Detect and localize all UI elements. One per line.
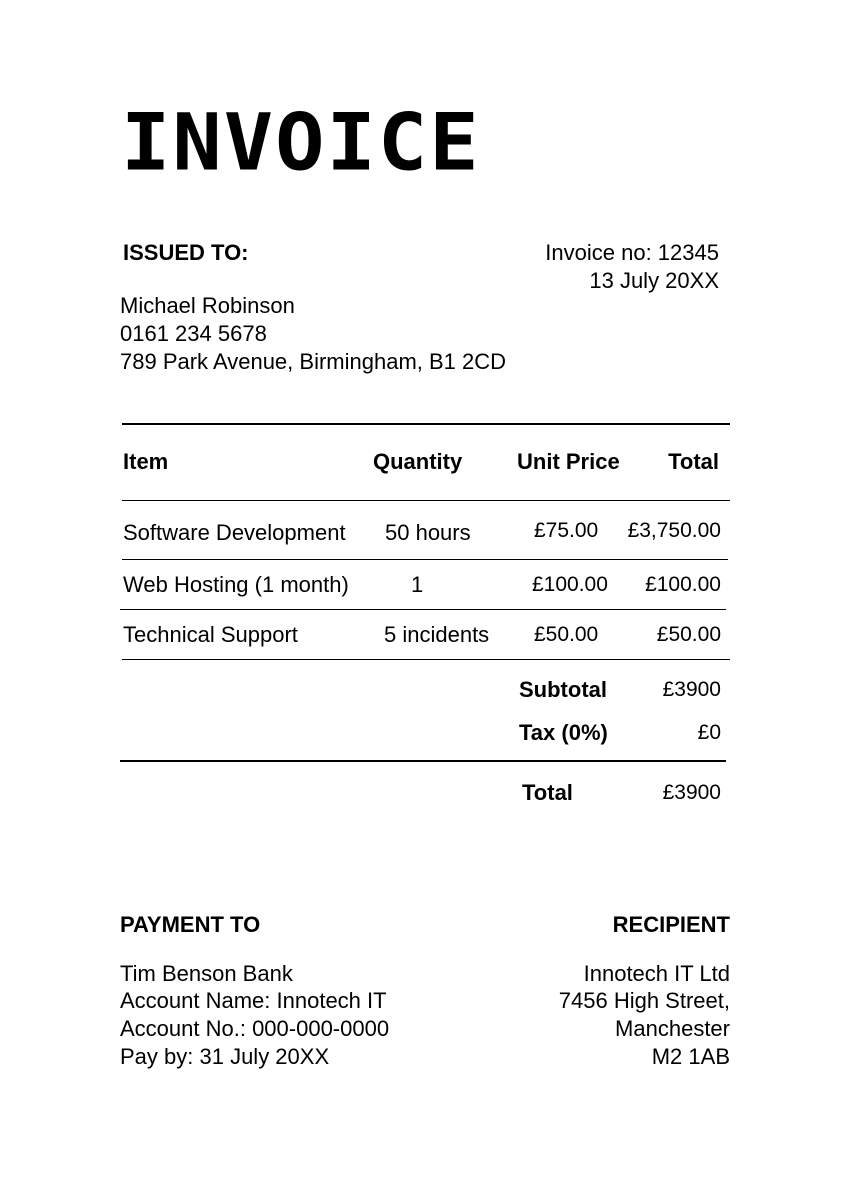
tax-label: Tax (0%) xyxy=(519,720,608,745)
client-phone: 0161 234 5678 xyxy=(120,321,267,346)
account-name: Account Name: Innotech IT xyxy=(120,988,387,1013)
recipient-street: 7456 High Street, xyxy=(558,988,730,1013)
row-divider xyxy=(122,559,728,560)
row-item: Technical Support xyxy=(123,622,298,647)
totals-rule xyxy=(120,760,726,762)
header-quantity: Quantity xyxy=(373,449,463,474)
total-label: Total xyxy=(522,780,573,805)
recipient-city: Manchester xyxy=(615,1016,730,1041)
total-value: £3900 xyxy=(662,781,721,804)
account-number: Account No.: 000-000-0000 xyxy=(120,1016,390,1041)
table-header-rule xyxy=(122,500,730,501)
tax-value: £0 xyxy=(697,721,721,744)
client-name: Michael Robinson xyxy=(120,293,295,318)
subtotal-value: £3900 xyxy=(662,678,721,701)
row-item: Web Hosting (1 month) xyxy=(123,572,349,597)
invoice-title: INVOICE xyxy=(121,97,481,189)
table-top-rule xyxy=(122,423,730,425)
issued-to-heading: ISSUED TO: xyxy=(123,240,249,265)
row-quantity: 1 xyxy=(411,572,424,597)
row-quantity: 50 hours xyxy=(385,520,471,545)
row-divider xyxy=(120,609,726,610)
row-item: Software Development xyxy=(123,520,346,545)
row-unit-price: £100.00 xyxy=(532,573,608,596)
row-total: £3,750.00 xyxy=(627,519,721,542)
payment-to-heading: PAYMENT TO xyxy=(120,912,261,937)
row-unit-price: £50.00 xyxy=(534,623,599,646)
header-item: Item xyxy=(123,449,169,474)
header-total: Total xyxy=(668,449,719,474)
row-unit-price: £75.00 xyxy=(534,519,599,542)
subtotal-label: Subtotal xyxy=(519,677,607,702)
recipient-heading: RECIPIENT xyxy=(612,912,730,937)
row-total: £50.00 xyxy=(656,623,721,646)
invoice-date: 13 July 20XX xyxy=(589,268,719,293)
header-unit-price: Unit Price xyxy=(517,449,620,474)
client-address: 789 Park Avenue, Birmingham, B1 2CD xyxy=(120,349,507,374)
bank-name: Tim Benson Bank xyxy=(120,961,293,986)
recipient-postcode: M2 1AB xyxy=(651,1044,730,1069)
row-divider xyxy=(122,659,730,660)
recipient-company: Innotech IT Ltd xyxy=(583,961,730,986)
row-quantity: 5 incidents xyxy=(384,622,490,647)
pay-by-date: Pay by: 31 July 20XX xyxy=(120,1044,330,1069)
row-total: £100.00 xyxy=(645,573,721,596)
invoice-number: Invoice no: 12345 xyxy=(545,240,719,265)
